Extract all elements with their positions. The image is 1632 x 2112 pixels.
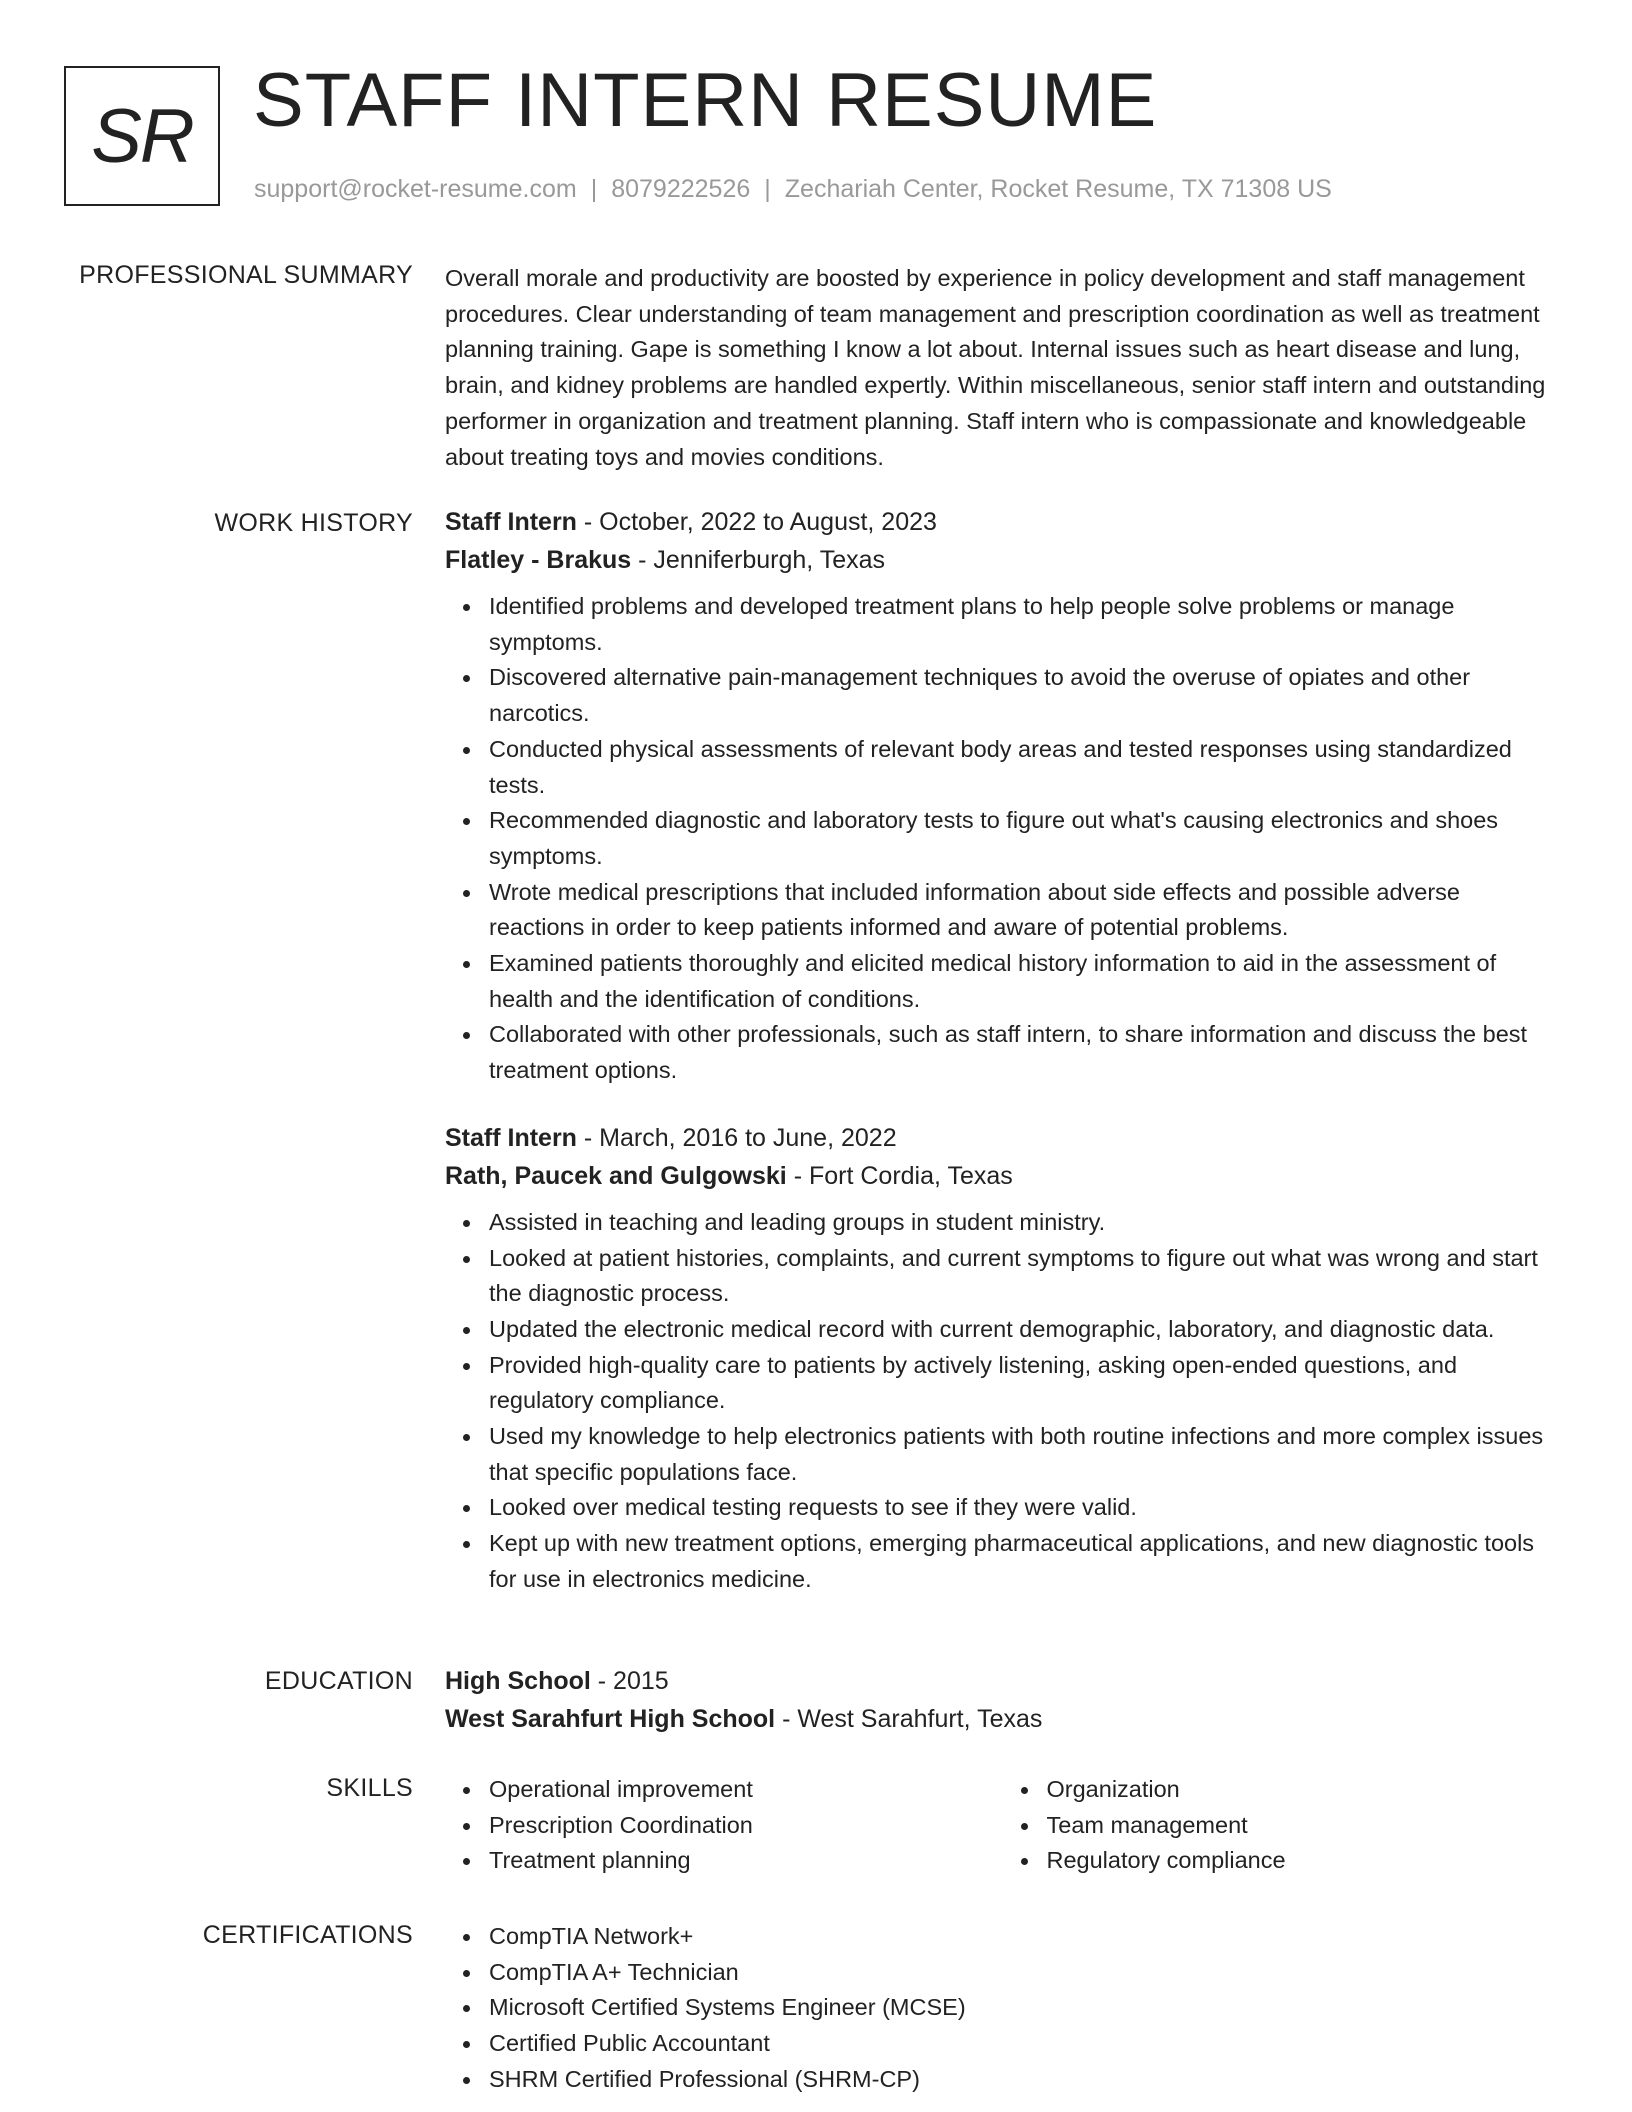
skills-body <box>445 1772 1560 1879</box>
section-label-work: WORK HISTORY <box>214 509 413 537</box>
certification-item: SHRM Certified Professional (SHRM-CP) <box>489 2062 1560 2098</box>
job-title-line <box>445 503 1560 541</box>
skills-list-left <box>445 1772 1003 1879</box>
contact-separator: | <box>590 175 598 203</box>
job-bullet: Used my knowledge to help electronics patients with both routine infections and more complex issues that specific populations face. <box>489 1419 1560 1490</box>
certifications-list <box>445 1919 1560 2098</box>
education-location: - West Sarahfurt, Texas <box>775 1705 1043 1733</box>
skill-item: Prescription Coordination <box>489 1808 1003 1844</box>
job-location: - Jenniferburgh, Texas <box>631 546 886 574</box>
job-bullet: Provided high-quality care to patients by actively listening, asking open-ended questions, and regulatory compliance. <box>489 1348 1560 1419</box>
job-bullet: Recommended diagnostic and laboratory tests to figure out what's causing electronics and shoes symptoms. <box>489 803 1560 874</box>
education-school: West Sarahfurt High School <box>445 1705 776 1733</box>
section-label-certifications: CERTIFICATIONS <box>202 1921 413 1949</box>
skill-item: Operational improvement <box>489 1772 1003 1808</box>
job-title: Staff Intern <box>445 508 577 536</box>
job-bullet: Discovered alternative pain-management techniques to avoid the overuse of opiates and other narcotics. <box>489 660 1560 731</box>
section-label-education: EDUCATION <box>264 1667 413 1695</box>
education-degree: High School <box>445 1667 591 1695</box>
job-bullet: Looked over medical testing requests to see if they were valid. <box>489 1490 1560 1526</box>
job-bullet: Wrote medical prescriptions that included information about side effects and possible adverse reactions in order to keep patients informed and aware of potential problems. <box>489 875 1560 946</box>
job-bullet: Collaborated with other professionals, such as staff intern, to share information and discuss the best treatment options. <box>489 1017 1560 1088</box>
education-body <box>445 1662 1560 1738</box>
contact-email[interactable]: support@rocket-resume.com <box>254 175 577 203</box>
skill-item: Organization <box>1047 1772 1561 1808</box>
job-bullet: Examined patients thoroughly and elicited medical history information to aid in the assessment of health and the identification of conditions. <box>489 946 1560 1017</box>
job-location: - Fort Cordia, Texas <box>786 1161 1013 1190</box>
skill-item: Team management <box>1047 1808 1561 1844</box>
job-title: Staff Intern <box>445 1123 577 1152</box>
education-year: - 2015 <box>590 1667 669 1695</box>
job-entry <box>445 1119 1560 1598</box>
job-dates: - March, 2016 to June, 2022 <box>576 1123 897 1152</box>
job-bullets <box>445 1205 1560 1598</box>
certification-item: CompTIA A+ Technician <box>489 1955 1560 1991</box>
contact-line <box>254 174 1332 204</box>
education-degree-line <box>445 1662 1560 1700</box>
job-bullet: Identified problems and developed treatment plans to help people solve problems or manage symptoms. <box>489 589 1560 660</box>
job-dates: - October, 2022 to August, 2023 <box>576 508 937 536</box>
job-bullets <box>445 589 1560 1089</box>
contact-separator: | <box>764 175 771 203</box>
skill-item: Regulatory compliance <box>1047 1843 1561 1879</box>
section-label-summary: PROFESSIONAL SUMMARY <box>79 261 413 289</box>
job-employer-line <box>445 541 1560 579</box>
skills-grid <box>445 1772 1560 1879</box>
certification-item: Certified Public Accountant <box>489 2026 1560 2062</box>
job-entry <box>445 503 1560 1089</box>
job-bullet: Kept up with new treatment options, emerging pharmaceutical applications, and new diagnostic tools for use in electronics medicine. <box>489 1526 1560 1597</box>
job-title-line <box>445 1119 1560 1157</box>
skill-item: Treatment planning <box>489 1843 1003 1879</box>
monogram-box <box>64 66 220 206</box>
skills-list-right <box>1003 1772 1561 1879</box>
certification-item: CompTIA Network+ <box>489 1919 1560 1955</box>
contact-address: Zechariah Center, Rocket Resume, TX 71308 US <box>784 175 1332 203</box>
job-employer: Rath, Paucek and Gulgowski <box>445 1161 787 1190</box>
job-employer: Flatley - Brakus <box>445 546 632 574</box>
summary-body <box>445 261 1560 475</box>
education-school-line <box>445 1700 1560 1738</box>
job-employer-line <box>445 1157 1560 1195</box>
contact-phone[interactable]: 8079222526 <box>611 175 751 203</box>
monogram-initials: SR <box>91 93 193 179</box>
work-history-body <box>445 503 1560 1598</box>
section-label-skills: SKILLS <box>326 1774 413 1802</box>
certifications-body <box>445 1919 1560 2098</box>
job-bullet: Conducted physical assessments of relevant body areas and tested responses using standardized tests. <box>489 732 1560 803</box>
job-bullet: Assisted in teaching and leading groups in student ministry. <box>489 1205 1560 1241</box>
summary-text: Overall morale and productivity are boosted by experience in policy development and staff management procedures. Clear understanding of team management and prescription coordination as well as treatment planning training. Gape is something I know a lot about. Internal issues such as heart disease and lung, brain, and kidney problems are handled expertly. Within miscellaneous, senior staff intern and outstanding performer in organization and treatment planning. Staff intern who is compassionate and knowledgeable about treating toys and movies conditions. <box>445 265 1546 470</box>
certification-item: Microsoft Certified Systems Engineer (MCSE) <box>489 1990 1560 2026</box>
resume-title: STAFF INTERN RESUME <box>253 58 1158 143</box>
job-bullet: Looked at patient histories, complaints, and current symptoms to figure out what was wrong and start the diagnostic process. <box>489 1241 1560 1312</box>
job-bullet: Updated the electronic medical record with current demographic, laboratory, and diagnostic data. <box>489 1312 1560 1348</box>
